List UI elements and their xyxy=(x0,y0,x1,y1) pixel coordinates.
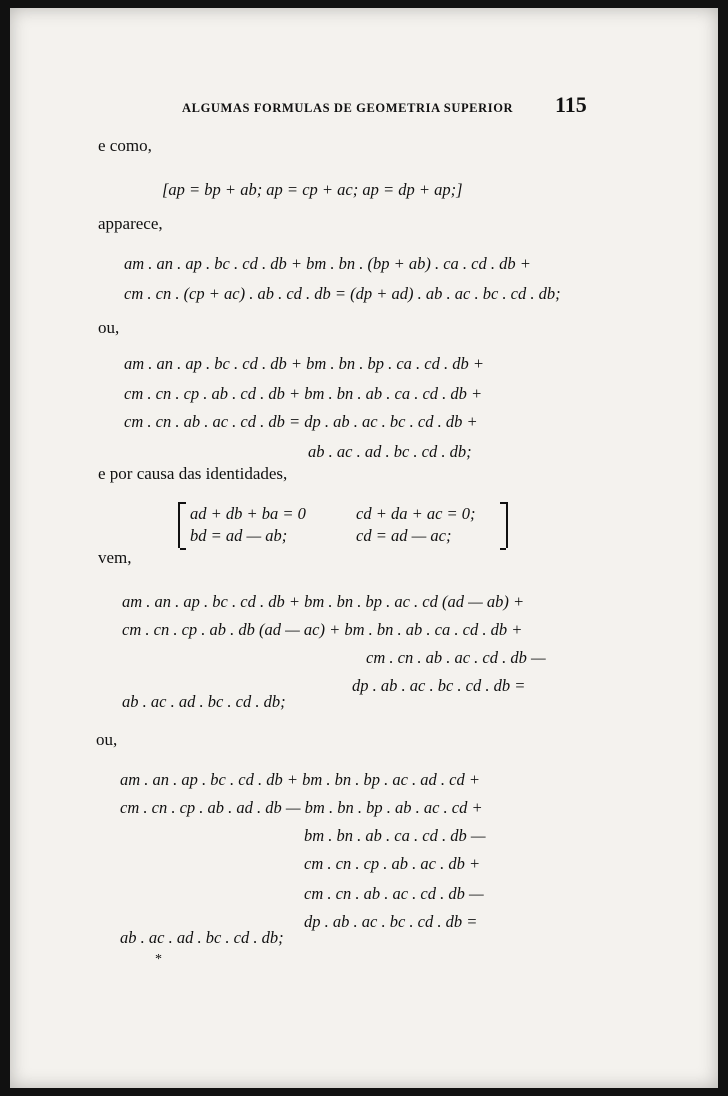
text-line-apparece: apparece, xyxy=(98,214,163,233)
identity-line: cd = ad — ac; xyxy=(356,526,452,545)
equation-line: am . an . ap . bc . cd . db + bm . bn . (bp + ab) . ca . cd . db + xyxy=(124,254,531,273)
equation-line: ab . ac . ad . bc . cd . db; xyxy=(120,928,284,947)
footnote-mark: * xyxy=(155,952,162,967)
equation-line: dp . ab . ac . bc . cd . db = xyxy=(304,912,478,931)
equation-line: cm . cn . ab . ac . cd . db = dp . ab . ac . bc . cd . db + xyxy=(124,412,478,431)
equation-line: am . an . ap . bc . cd . db + bm . bn . bp . ca . cd . db + xyxy=(124,354,485,373)
book-page xyxy=(10,8,718,1088)
equation-line: cm . cn . cp . ab . cd . db + bm . bn . ab . ca . cd . db + xyxy=(124,384,483,403)
text-line-e-como: e como, xyxy=(98,136,152,155)
running-title: ALGUMAS FORMULAS DE GEOMETRIA SUPERIOR xyxy=(182,101,514,115)
identity-line: cd + da + ac = 0; xyxy=(356,504,476,523)
text-line-identidades: e por causa das identidades, xyxy=(98,464,288,483)
identity-line: bd = ad — ab; xyxy=(190,526,288,545)
equation-line: am . an . ap . bc . cd . db + bm . bn . bp . ac . ad . cd + xyxy=(120,770,481,789)
equation-line: cm . cn . cp . ab . db (ad — ac) + bm . bn . ab . ca . cd . db + xyxy=(122,620,523,639)
text-line-ou: ou, xyxy=(98,318,120,337)
equation-line: cm . cn . ab . ac . cd . db — xyxy=(304,884,484,903)
equation-line: ab . ac . ad . bc . cd . db; xyxy=(122,692,286,711)
identity-line: ad + db + ba = 0 xyxy=(190,504,306,523)
equation-ap-relations: [ap = bp + ab; ap = cp + ac; ap = dp + ap;] xyxy=(162,180,463,199)
equation-line: dp . ab . ac . bc . cd . db = xyxy=(352,676,526,695)
equation-line: cm . cn . cp . ab . ac . db + xyxy=(304,854,481,873)
equation-line: cm . cn . ab . ac . cd . db — xyxy=(366,648,546,667)
equation-line: ab . ac . ad . bc . cd . db; xyxy=(308,442,472,461)
text-line-vem: vem, xyxy=(98,548,132,567)
equation-line: cm . cn . cp . ab . ad . db — bm . bn . bp . ab . ac . cd + xyxy=(120,798,483,817)
text-line-ou-2: ou, xyxy=(96,730,118,749)
equation-line: cm . cn . (cp + ac) . ab . cd . db = (dp + ad) . ab . ac . bc . cd . db; xyxy=(124,284,561,303)
identities-bracket xyxy=(178,502,508,548)
page-number: 115 xyxy=(555,92,587,117)
equation-line: bm . bn . ab . ca . cd . db — xyxy=(304,826,486,845)
equation-line: am . an . ap . bc . cd . db + bm . bn . bp . ac . cd (ad — ab) + xyxy=(122,592,525,611)
